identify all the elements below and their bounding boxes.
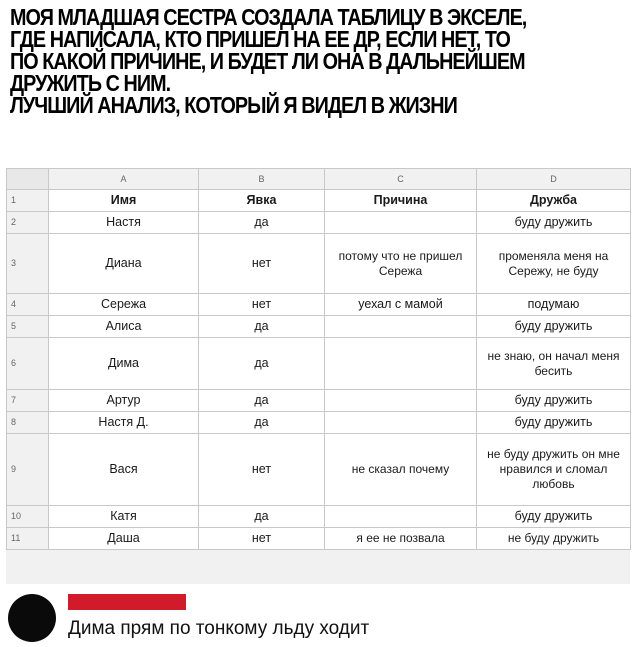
cell-reason — [325, 316, 477, 338]
cell-attendance: нет — [199, 528, 325, 550]
cell-attendance: да — [199, 338, 325, 390]
cell-reason — [325, 212, 477, 234]
cell-friendship: Дружба — [477, 190, 631, 212]
cell-attendance: нет — [199, 434, 325, 506]
row-number: 8 — [7, 412, 49, 434]
cell-reason: уехал с мамой — [325, 294, 477, 316]
corner-cell — [7, 169, 49, 190]
cell-reason — [325, 412, 477, 434]
cell-attendance: да — [199, 506, 325, 528]
cell-name: Даша — [49, 528, 199, 550]
caption-line: МОЯ МЛАДШАЯ СЕСТРА СОЗДАЛА ТАБЛИЦУ В ЭКСЕЛЕ, — [10, 4, 527, 30]
caption-line: ДРУЖИТЬ С НИМ. — [10, 70, 171, 96]
cell-reason — [325, 506, 477, 528]
comment — [8, 592, 628, 644]
cell-attendance: да — [199, 412, 325, 434]
cell-name: Имя — [49, 190, 199, 212]
cell-reason: я ее не позвала — [325, 528, 477, 550]
cell-friendship: подумаю — [477, 294, 631, 316]
avatar — [8, 594, 56, 642]
row-number: 3 — [7, 234, 49, 294]
cell-reason: потому что не пришел Сережа — [325, 234, 477, 294]
cell-name: Алиса — [49, 316, 199, 338]
cell-name: Настя Д. — [49, 412, 199, 434]
cell-name: Настя — [49, 212, 199, 234]
column-header-row — [7, 169, 631, 190]
spreadsheet-table — [6, 168, 631, 550]
cell-attendance: да — [199, 212, 325, 234]
cell-name: Катя — [49, 506, 199, 528]
comment-text: Дима прям по тонкому льду ходит — [68, 618, 370, 639]
column-header-d: D — [477, 169, 631, 190]
cell-attendance: да — [199, 390, 325, 412]
row-number: 11 — [7, 528, 49, 550]
row-number: 5 — [7, 316, 49, 338]
cell-friendship: не буду дружить он мне нравился и сломал любовь — [477, 434, 631, 506]
cell-friendship: не знаю, он начал меня бесить — [477, 338, 631, 390]
cell-friendship: буду дружить — [477, 412, 631, 434]
caption-line: ПО КАКОЙ ПРИЧИНЕ, И БУДЕТ ЛИ ОНА В ДАЛЬНЕЙШЕМ — [10, 48, 525, 74]
cell-friendship: буду дружить — [477, 390, 631, 412]
table-row — [7, 338, 631, 390]
cell-reason — [325, 338, 477, 390]
cell-friendship: не буду дружить — [477, 528, 631, 550]
table-row — [7, 390, 631, 412]
table-row — [7, 234, 631, 294]
row-number: 7 — [7, 390, 49, 412]
cell-friendship: буду дружить — [477, 506, 631, 528]
cell-friendship: променяла меня на Сережу, не буду — [477, 234, 631, 294]
row-number: 10 — [7, 506, 49, 528]
table-row — [7, 528, 631, 550]
table-row — [7, 190, 631, 212]
table-row — [7, 316, 631, 338]
table-row — [7, 212, 631, 234]
row-number: 1 — [7, 190, 49, 212]
row-number: 6 — [7, 338, 49, 390]
cell-name: Вася — [49, 434, 199, 506]
spreadsheet-screenshot — [6, 168, 630, 584]
table-row — [7, 412, 631, 434]
row-number: 9 — [7, 434, 49, 506]
cell-name: Диана — [49, 234, 199, 294]
cell-reason — [325, 390, 477, 412]
cell-name: Дима — [49, 338, 199, 390]
cell-name: Артур — [49, 390, 199, 412]
table-row — [7, 294, 631, 316]
cell-friendship: буду дружить — [477, 316, 631, 338]
cell-attendance: нет — [199, 234, 325, 294]
row-number: 4 — [7, 294, 49, 316]
caption-line: ЛУЧШИЙ АНАЛИЗ, КОТОРЫЙ Я ВИДЕЛ В ЖИЗНИ — [10, 92, 457, 118]
cell-reason: не сказал почему — [325, 434, 477, 506]
caption-line: ГДЕ НАПИСАЛА, КТО ПРИШЕЛ НА ЕЕ ДР, ЕСЛИ НЕТ, ТО — [10, 26, 510, 52]
cell-name: Сережа — [49, 294, 199, 316]
meme-caption — [10, 6, 629, 116]
row-number: 2 — [7, 212, 49, 234]
redacted-username-bar — [68, 594, 186, 610]
cell-friendship: буду дружить — [477, 212, 631, 234]
column-header-c: C — [325, 169, 477, 190]
cell-attendance: Явка — [199, 190, 325, 212]
cell-reason: Причина — [325, 190, 477, 212]
table-row — [7, 506, 631, 528]
table-row — [7, 434, 631, 506]
column-header-b: B — [199, 169, 325, 190]
cell-attendance: да — [199, 316, 325, 338]
cell-attendance: нет — [199, 294, 325, 316]
column-header-a: A — [49, 169, 199, 190]
